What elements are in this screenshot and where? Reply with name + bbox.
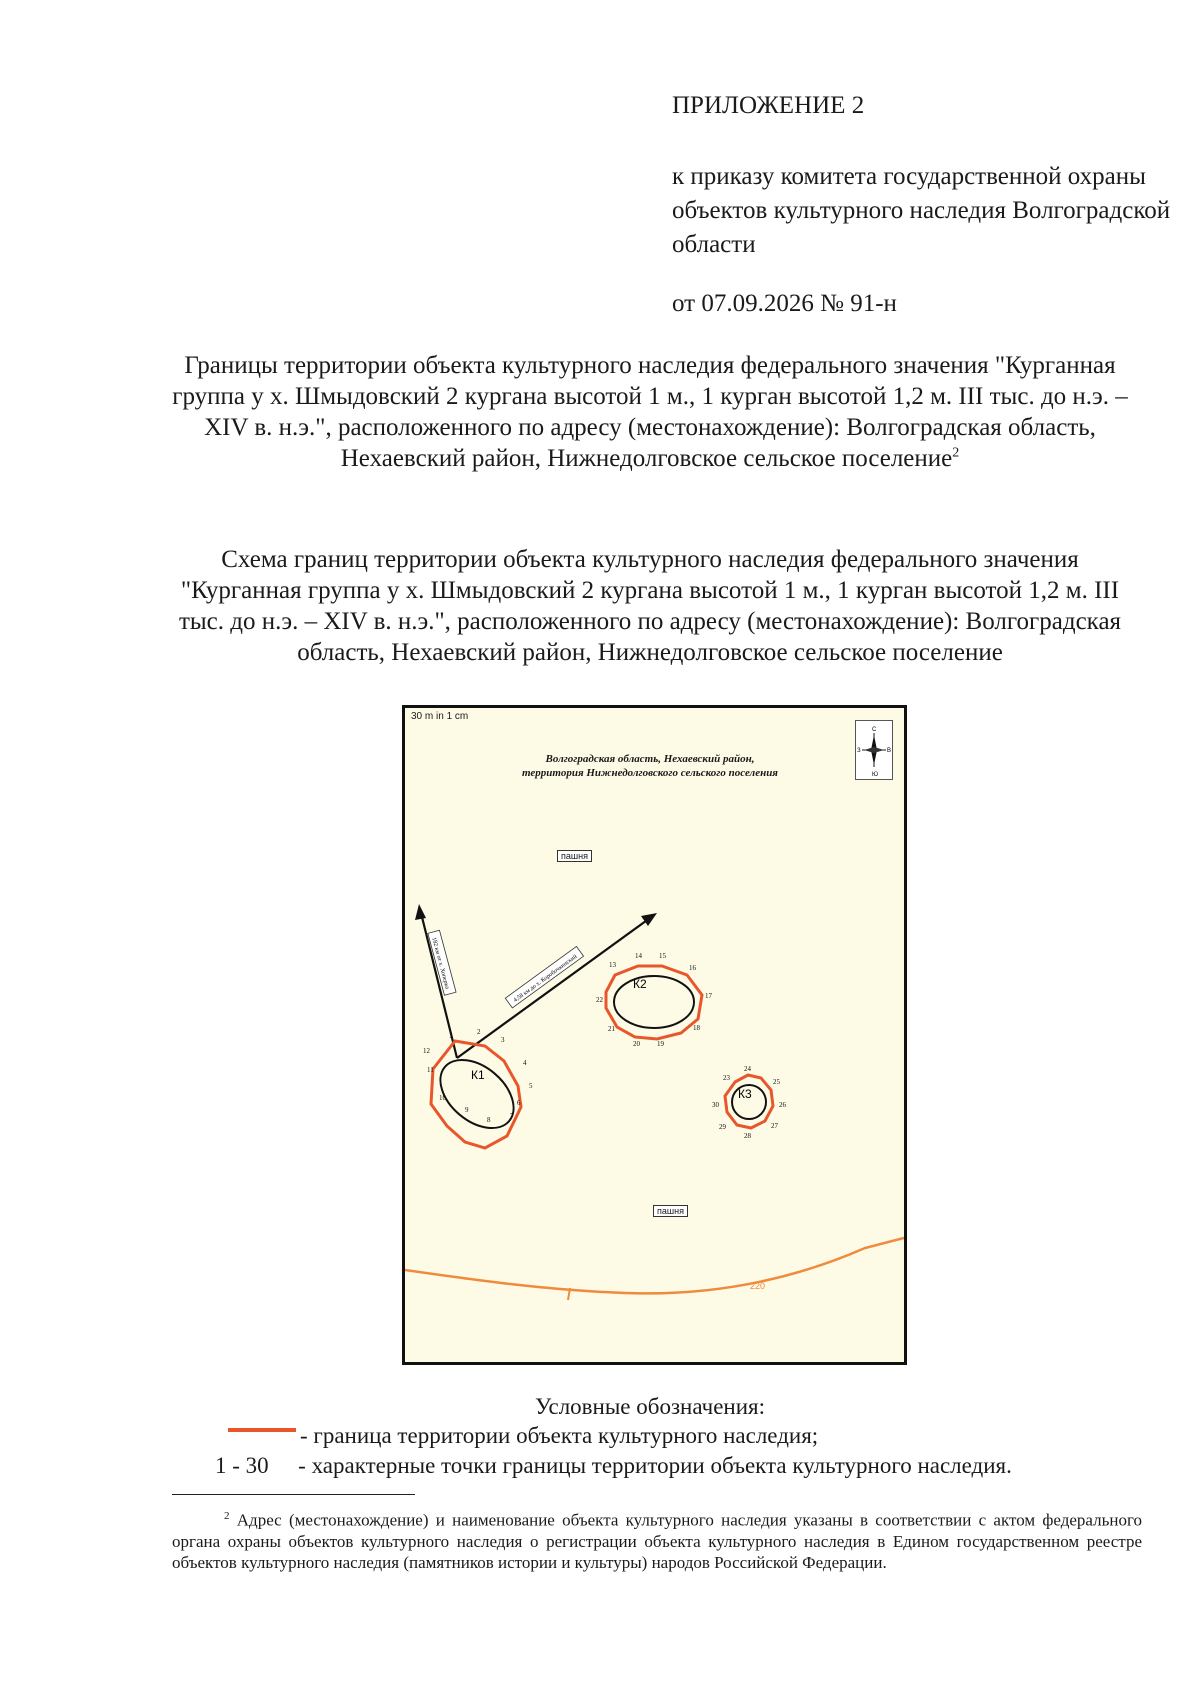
legend-title: Условные обозначения: (534, 1394, 766, 1419)
svg-text:23: 23 (723, 1074, 730, 1082)
footnote (172, 1506, 1142, 1573)
svg-text:5: 5 (529, 1082, 533, 1090)
road-line (405, 1238, 904, 1293)
svg-text:6: 6 (517, 1099, 521, 1107)
map-scale: 30 m in 1 cm (411, 711, 469, 722)
svg-text:1: 1 (449, 1032, 453, 1040)
svg-text:27: 27 (771, 1122, 778, 1130)
legend-points-range: 1 - 30 (215, 1453, 269, 1478)
region-caption-line1: Волгоградская область, Нехаевский район, (545, 753, 755, 765)
svg-text:10: 10 (439, 1094, 446, 1102)
svg-text:7: 7 (510, 1112, 514, 1120)
scheme-heading: Схема границ территории объекта культурного наследия федерального значения "Курганная группа у х. Шмыдовский 2 кургана высотой 1 м., 1 курган высотой 1,2 м. III тыс. до н.э. – XIV в. н.э.", расположенного по адресу (местонахождение): Волгоградская область, Нехаевский район, Нижнедолговское сельское поселение (178, 546, 1122, 666)
svg-text:30: 30 (712, 1101, 719, 1109)
appendix-date-number: от 07.09.2026 № 91-н (672, 290, 897, 317)
k2-label: К2 (633, 977, 647, 991)
svg-text:11: 11 (427, 1066, 434, 1074)
svg-text:В: В (887, 748, 892, 754)
footnote-mark: 2 (224, 1510, 230, 1522)
arrow-label-right: 4,58 км до х. Коробочкинский (512, 953, 579, 1004)
svg-text:13: 13 (609, 961, 616, 969)
footnote-reference: 2 (952, 445, 960, 461)
svg-text:З: З (857, 748, 861, 754)
k3-label: К3 (738, 1087, 752, 1101)
arrow-label-left-group (428, 930, 456, 995)
boundaries-heading-text: Границы территории объекта культурного наследия федерального значения "Курганная группа у х. Шмыдовский 2 кургана высотой 1 м., 1 курган высотой 1,2 м. III тыс. до н.э. – XIV в. н.э.", расположенного по адресу (местонахождение): Волгоградская область, Нехаевский район, Нижнедолговское сельское поселение (172, 352, 1128, 472)
arrow-label-right-group (505, 946, 583, 1007)
appendix-title: ПРИЛОЖЕНИЕ 2 (672, 92, 865, 119)
svg-text:20: 20 (633, 1040, 640, 1048)
svg-text:15: 15 (659, 952, 666, 960)
legend-boundary-text: - граница территории объекта культурного наследия; (300, 1423, 819, 1448)
svg-text:14: 14 (635, 952, 642, 960)
boundary-map (402, 705, 907, 1365)
svg-text:Ю: Ю (872, 772, 879, 778)
footnote-text: Адрес (местонахождение) и наименование объекта культурного наследия указаны в соответствии с актом федерального органа охраны объектов культурного наследия о регистрации объекта культурного наследия в Едином государственном реестре объектов культурного наследия (памятников истории и культуры) народов Российской Федерации. (172, 1510, 1142, 1572)
svg-text:12: 12 (423, 1047, 430, 1055)
svg-text:2: 2 (477, 1028, 481, 1036)
compass-icon (856, 721, 892, 779)
svg-text:22: 22 (596, 996, 603, 1004)
svg-text:21: 21 (608, 1025, 615, 1033)
legend-boundary-swatch (228, 1428, 296, 1432)
k2-mound (614, 976, 694, 1028)
svg-text:3: 3 (501, 1036, 505, 1044)
arrow-label-left: 182 км от х. Хоперка (430, 936, 450, 990)
svg-text:4: 4 (523, 1059, 527, 1067)
svg-text:25: 25 (773, 1078, 780, 1086)
svg-text:26: 26 (779, 1101, 786, 1109)
region-caption-line2: территория Нижнедолговского сельского поселения (522, 767, 778, 779)
mound-k3 (712, 1065, 787, 1140)
field-label-bottom: пашня (653, 1205, 688, 1217)
legend-points-text: - характерные точки границы территории объекта культурного наследия. (298, 1453, 1012, 1478)
svg-text:24: 24 (744, 1065, 751, 1073)
mound-k1 (423, 1028, 533, 1148)
map-drawing (405, 708, 904, 1362)
footnote-divider (172, 1494, 415, 1495)
svg-text:8: 8 (487, 1116, 491, 1124)
compass-rose (855, 720, 893, 780)
svg-text:С: С (872, 727, 877, 733)
svg-text:17: 17 (705, 992, 712, 1000)
k1-label: К1 (471, 1068, 485, 1082)
svg-text:29: 29 (719, 1123, 726, 1131)
map-region-caption (485, 752, 815, 780)
svg-text:28: 28 (744, 1132, 751, 1140)
mound-k2 (596, 952, 713, 1048)
svg-text:16: 16 (689, 964, 696, 972)
svg-text:19: 19 (657, 1040, 664, 1048)
svg-text:18: 18 (693, 1024, 700, 1032)
arrow-head-khoperka (415, 904, 426, 920)
road-label: 220 (750, 1281, 766, 1291)
svg-text:9: 9 (465, 1106, 469, 1114)
field-label-top: пашня (557, 850, 592, 862)
boundaries-heading (160, 350, 1140, 474)
appendix-order-reference: к приказу комитета государственной охраны объектов культурного наследия Волгоградской области (672, 163, 1171, 258)
legend-points-row (215, 1453, 1012, 1479)
